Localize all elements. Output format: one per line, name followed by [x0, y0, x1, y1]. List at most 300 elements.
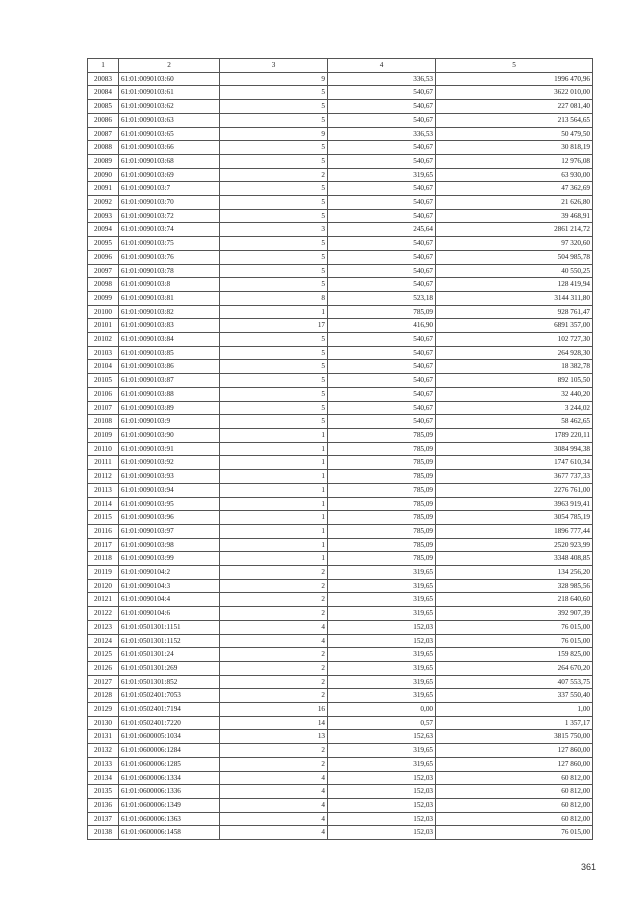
table-cell: 61:01:0090103:9	[119, 415, 220, 429]
table-cell: 4	[220, 812, 328, 826]
table-row	[88, 511, 593, 525]
table-cell: 5	[220, 264, 328, 278]
table-row	[88, 278, 593, 292]
table-row	[88, 524, 593, 538]
table-cell: 39 468,91	[436, 209, 593, 223]
table-cell: 407 553,75	[436, 675, 593, 689]
table-cell: 1	[220, 552, 328, 566]
table-cell: 61:01:0090103:82	[119, 305, 220, 319]
table-cell: 20091	[88, 182, 119, 196]
table-cell: 20118	[88, 552, 119, 566]
table-cell: 20123	[88, 620, 119, 634]
table-cell: 20128	[88, 689, 119, 703]
table-cell: 5	[220, 141, 328, 155]
table-cell: 16	[220, 703, 328, 717]
table-row	[88, 237, 593, 251]
table-cell: 61:01:0090103:95	[119, 497, 220, 511]
table-row	[88, 154, 593, 168]
table-cell: 416,90	[328, 319, 436, 333]
table-cell: 20102	[88, 333, 119, 347]
table-row	[88, 209, 593, 223]
table-cell: 218 640,60	[436, 593, 593, 607]
table-cell: 20120	[88, 579, 119, 593]
table-cell: 20086	[88, 113, 119, 127]
table-cell: 5	[220, 401, 328, 415]
table-cell: 20134	[88, 771, 119, 785]
table-row	[88, 360, 593, 374]
table-cell: 20087	[88, 127, 119, 141]
table-row	[88, 771, 593, 785]
table-cell: 319,65	[328, 661, 436, 675]
table-row	[88, 428, 593, 442]
table-row	[88, 675, 593, 689]
table-cell: 785,09	[328, 497, 436, 511]
table-cell: 61:01:0090103:65	[119, 127, 220, 141]
column-header: 1	[88, 59, 119, 73]
table-cell: 61:01:0090103:76	[119, 250, 220, 264]
table-cell: 20132	[88, 744, 119, 758]
table-cell: 152,03	[328, 798, 436, 812]
table-cell: 20104	[88, 360, 119, 374]
table-cell: 336,53	[328, 127, 436, 141]
table-cell: 785,09	[328, 511, 436, 525]
table-cell: 319,65	[328, 689, 436, 703]
table-cell: 60 812,00	[436, 798, 593, 812]
table-cell: 540,67	[328, 250, 436, 264]
table-cell: 20089	[88, 154, 119, 168]
table-cell: 319,65	[328, 744, 436, 758]
table-cell: 785,09	[328, 456, 436, 470]
table-cell: 5	[220, 196, 328, 210]
table-cell: 2861 214,72	[436, 223, 593, 237]
table-cell: 1 357,17	[436, 716, 593, 730]
table-cell: 785,09	[328, 524, 436, 538]
table-cell: 1896 777,44	[436, 524, 593, 538]
table-cell: 12 976,08	[436, 154, 593, 168]
table-row	[88, 579, 593, 593]
table-cell: 152,03	[328, 812, 436, 826]
table-cell: 61:01:0090103:62	[119, 100, 220, 114]
table-cell: 4	[220, 798, 328, 812]
table-cell: 2	[220, 744, 328, 758]
table-cell: 1747 610,34	[436, 456, 593, 470]
table-cell: 20101	[88, 319, 119, 333]
table-cell: 2	[220, 593, 328, 607]
table-cell: 20103	[88, 346, 119, 360]
table-cell: 2	[220, 607, 328, 621]
table-cell: 319,65	[328, 648, 436, 662]
table-cell: 13	[220, 730, 328, 744]
table-cell: 540,67	[328, 182, 436, 196]
table-cell: 20131	[88, 730, 119, 744]
table-cell: 61:01:0090103:69	[119, 168, 220, 182]
table-cell: 9	[220, 127, 328, 141]
table-cell: 319,65	[328, 579, 436, 593]
table-row	[88, 812, 593, 826]
table-cell: 61:01:0090103:63	[119, 113, 220, 127]
table-cell: 61:01:0090103:92	[119, 456, 220, 470]
table-cell: 20119	[88, 566, 119, 580]
table-cell: 102 727,30	[436, 333, 593, 347]
table-cell: 20096	[88, 250, 119, 264]
table-cell: 61:01:0090103:90	[119, 428, 220, 442]
table-cell: 61:01:0600006:1363	[119, 812, 220, 826]
table-cell: 20136	[88, 798, 119, 812]
table-row	[88, 333, 593, 347]
table-cell: 152,63	[328, 730, 436, 744]
table-cell: 1	[220, 456, 328, 470]
table-cell: 785,09	[328, 483, 436, 497]
table-cell: 61:01:0600006:1285	[119, 757, 220, 771]
table-cell: 127 860,00	[436, 744, 593, 758]
table-cell: 97 320,60	[436, 237, 593, 251]
table-row	[88, 538, 593, 552]
table-cell: 540,67	[328, 360, 436, 374]
table-cell: 61:01:0090103:84	[119, 333, 220, 347]
table-row	[88, 798, 593, 812]
table-cell: 5	[220, 346, 328, 360]
table-cell: 14	[220, 716, 328, 730]
table-cell: 61:01:0501301:1152	[119, 634, 220, 648]
table-cell: 61:01:0090103:91	[119, 442, 220, 456]
table-cell: 540,67	[328, 237, 436, 251]
table-cell: 61:01:0090103:7	[119, 182, 220, 196]
table-cell: 61:01:0501301:1151	[119, 620, 220, 634]
table-row	[88, 757, 593, 771]
table-row	[88, 141, 593, 155]
column-header: 4	[328, 59, 436, 73]
column-header: 5	[436, 59, 593, 73]
table-row	[88, 442, 593, 456]
table-cell: 4	[220, 620, 328, 634]
table-cell: 1	[220, 470, 328, 484]
table-cell: 3054 785,19	[436, 511, 593, 525]
table-cell: 32 440,20	[436, 387, 593, 401]
table-cell: 785,09	[328, 470, 436, 484]
table-cell: 20107	[88, 401, 119, 415]
table-cell: 20114	[88, 497, 119, 511]
table-row	[88, 401, 593, 415]
table-cell: 61:01:0502401:7220	[119, 716, 220, 730]
table-row	[88, 415, 593, 429]
table-cell: 61:01:0090103:81	[119, 291, 220, 305]
table-cell: 319,65	[328, 566, 436, 580]
table-cell: 328 985,56	[436, 579, 593, 593]
table-cell: 1	[220, 524, 328, 538]
table-cell: 9	[220, 72, 328, 86]
table-cell: 20135	[88, 785, 119, 799]
table-cell: 245,64	[328, 223, 436, 237]
table-cell: 540,67	[328, 374, 436, 388]
table-row	[88, 716, 593, 730]
table-cell: 60 812,00	[436, 812, 593, 826]
table-cell: 20113	[88, 483, 119, 497]
table-cell: 319,65	[328, 168, 436, 182]
table-cell: 785,09	[328, 305, 436, 319]
table-cell: 20090	[88, 168, 119, 182]
table-cell: 540,67	[328, 346, 436, 360]
table-cell: 152,03	[328, 785, 436, 799]
table-cell: 63 930,00	[436, 168, 593, 182]
table-cell: 5	[220, 209, 328, 223]
table-cell: 392 907,39	[436, 607, 593, 621]
table-cell: 61:01:0501301:852	[119, 675, 220, 689]
table-cell: 61:01:0502401:7194	[119, 703, 220, 717]
table-cell: 3144 311,80	[436, 291, 593, 305]
table-cell: 540,67	[328, 278, 436, 292]
table-cell: 20092	[88, 196, 119, 210]
column-header: 2	[119, 59, 220, 73]
table-row	[88, 250, 593, 264]
table-row	[88, 483, 593, 497]
table-row	[88, 305, 593, 319]
table-cell: 20117	[88, 538, 119, 552]
table-cell: 20115	[88, 511, 119, 525]
table-cell: 40 550,25	[436, 264, 593, 278]
table-cell: 152,03	[328, 634, 436, 648]
page-number: 361	[580, 862, 596, 872]
table-cell: 20093	[88, 209, 119, 223]
table-cell: 127 860,00	[436, 757, 593, 771]
table-cell: 5	[220, 182, 328, 196]
table-cell: 540,67	[328, 154, 436, 168]
table-cell: 61:01:0090103:85	[119, 346, 220, 360]
table-row	[88, 223, 593, 237]
table-cell: 76 015,00	[436, 826, 593, 840]
table-cell: 3 244,02	[436, 401, 593, 415]
table-cell: 540,67	[328, 415, 436, 429]
table-cell: 128 419,94	[436, 278, 593, 292]
table-cell: 18 382,78	[436, 360, 593, 374]
table-cell: 540,67	[328, 196, 436, 210]
table-row	[88, 264, 593, 278]
table-cell: 152,03	[328, 620, 436, 634]
table-cell: 20105	[88, 374, 119, 388]
table-cell: 61:01:0090104:2	[119, 566, 220, 580]
table-cell: 0,00	[328, 703, 436, 717]
table-row	[88, 470, 593, 484]
table-row	[88, 703, 593, 717]
table-cell: 5	[220, 387, 328, 401]
table-cell: 61:01:0090103:60	[119, 72, 220, 86]
table-cell: 5	[220, 278, 328, 292]
table-cell: 227 081,40	[436, 100, 593, 114]
table-row	[88, 168, 593, 182]
table-cell: 47 362,69	[436, 182, 593, 196]
table-cell: 2	[220, 661, 328, 675]
table-cell: 20111	[88, 456, 119, 470]
table-cell: 61:01:0090103:61	[119, 86, 220, 100]
table-cell: 1	[220, 305, 328, 319]
table-row	[88, 744, 593, 758]
table-cell: 5	[220, 113, 328, 127]
table-cell: 76 015,00	[436, 620, 593, 634]
table-cell: 540,67	[328, 333, 436, 347]
table-cell: 20125	[88, 648, 119, 662]
table-cell: 336,53	[328, 72, 436, 86]
table-row	[88, 196, 593, 210]
table-cell: 134 256,20	[436, 566, 593, 580]
table-cell: 20085	[88, 100, 119, 114]
table-cell: 5	[220, 237, 328, 251]
table-cell: 319,65	[328, 757, 436, 771]
table-cell: 2	[220, 757, 328, 771]
table-cell: 20110	[88, 442, 119, 456]
table-cell: 540,67	[328, 86, 436, 100]
table-cell: 2	[220, 648, 328, 662]
table-cell: 892 105,50	[436, 374, 593, 388]
table-cell: 3622 010,00	[436, 86, 593, 100]
table-cell: 61:01:0502401:7053	[119, 689, 220, 703]
table-cell: 20138	[88, 826, 119, 840]
table-cell: 61:01:0090104:3	[119, 579, 220, 593]
table-cell: 3815 750,00	[436, 730, 593, 744]
table-cell: 21 626,80	[436, 196, 593, 210]
table-row	[88, 730, 593, 744]
table-cell: 61:01:0090103:68	[119, 154, 220, 168]
table-cell: 1	[220, 483, 328, 497]
table-row	[88, 661, 593, 675]
table-cell: 3963 919,41	[436, 497, 593, 511]
table-cell: 20122	[88, 607, 119, 621]
table-cell: 20137	[88, 812, 119, 826]
table-cell: 61:01:0600006:1349	[119, 798, 220, 812]
table-cell: 20099	[88, 291, 119, 305]
table-cell: 5	[220, 415, 328, 429]
table-cell: 20106	[88, 387, 119, 401]
table-cell: 540,67	[328, 264, 436, 278]
table-cell: 6891 357,00	[436, 319, 593, 333]
table-cell: 4	[220, 634, 328, 648]
table-cell: 1,00	[436, 703, 593, 717]
table-cell: 3348 408,85	[436, 552, 593, 566]
table-cell: 58 462,65	[436, 415, 593, 429]
table-cell: 2	[220, 168, 328, 182]
table-cell: 61:01:0090103:72	[119, 209, 220, 223]
table-cell: 5	[220, 374, 328, 388]
table-cell: 20116	[88, 524, 119, 538]
table-cell: 61:01:0090103:89	[119, 401, 220, 415]
table-cell: 20100	[88, 305, 119, 319]
table-cell: 785,09	[328, 442, 436, 456]
table-cell: 60 812,00	[436, 771, 593, 785]
table-body	[88, 72, 593, 839]
table-cell: 30 818,19	[436, 141, 593, 155]
table-cell: 523,18	[328, 291, 436, 305]
table-row	[88, 291, 593, 305]
table-row	[88, 497, 593, 511]
table-cell: 5	[220, 360, 328, 374]
table-cell: 264 670,20	[436, 661, 593, 675]
table-row	[88, 86, 593, 100]
table-cell: 61:01:0600006:1336	[119, 785, 220, 799]
table-row	[88, 593, 593, 607]
table-cell: 61:01:0090103:96	[119, 511, 220, 525]
table-cell: 61:01:0501301:24	[119, 648, 220, 662]
table-cell: 1	[220, 428, 328, 442]
table-cell: 5	[220, 154, 328, 168]
table-cell: 61:01:0090103:66	[119, 141, 220, 155]
table-cell: 20098	[88, 278, 119, 292]
table-cell: 2	[220, 675, 328, 689]
table-cell: 319,65	[328, 607, 436, 621]
table-cell: 540,67	[328, 401, 436, 415]
table-cell: 17	[220, 319, 328, 333]
table-cell: 504 985,78	[436, 250, 593, 264]
table-cell: 2	[220, 579, 328, 593]
table-row	[88, 689, 593, 703]
table-cell: 2276 761,00	[436, 483, 593, 497]
table-cell: 61:01:0501301:269	[119, 661, 220, 675]
table-row	[88, 100, 593, 114]
table-cell: 319,65	[328, 675, 436, 689]
table-cell: 50 479,50	[436, 127, 593, 141]
table-cell: 3	[220, 223, 328, 237]
table-cell: 213 564,65	[436, 113, 593, 127]
table-cell: 785,09	[328, 552, 436, 566]
table-cell: 20097	[88, 264, 119, 278]
table-cell: 3677 737,33	[436, 470, 593, 484]
table-cell: 928 761,47	[436, 305, 593, 319]
table-row	[88, 387, 593, 401]
table-cell: 1789 220,11	[436, 428, 593, 442]
table-cell: 337 550,40	[436, 689, 593, 703]
table-row	[88, 785, 593, 799]
table-cell: 61:01:0090103:93	[119, 470, 220, 484]
table-cell: 785,09	[328, 538, 436, 552]
table-header-row	[88, 59, 593, 73]
table-cell: 61:01:0090103:70	[119, 196, 220, 210]
table-cell: 61:01:0090103:8	[119, 278, 220, 292]
table-cell: 0,57	[328, 716, 436, 730]
table-cell: 319,65	[328, 593, 436, 607]
table-cell: 540,67	[328, 100, 436, 114]
table-cell: 8	[220, 291, 328, 305]
table-row	[88, 374, 593, 388]
table-row	[88, 346, 593, 360]
table-cell: 5	[220, 333, 328, 347]
table-row	[88, 456, 593, 470]
table-row	[88, 127, 593, 141]
table-cell: 61:01:0090103:97	[119, 524, 220, 538]
table-row	[88, 319, 593, 333]
table-row	[88, 648, 593, 662]
table-cell: 61:01:0090104:4	[119, 593, 220, 607]
table-cell: 4	[220, 785, 328, 799]
table-row	[88, 72, 593, 86]
table-cell: 1	[220, 497, 328, 511]
table-cell: 785,09	[328, 428, 436, 442]
table-cell: 264 928,30	[436, 346, 593, 360]
table-cell: 540,67	[328, 209, 436, 223]
table-cell: 61:01:0090103:74	[119, 223, 220, 237]
table-cell: 60 812,00	[436, 785, 593, 799]
table-cell: 61:01:0090103:78	[119, 264, 220, 278]
table-cell: 61:01:0090103:98	[119, 538, 220, 552]
table-row	[88, 634, 593, 648]
table-cell: 20129	[88, 703, 119, 717]
table-row	[88, 113, 593, 127]
table-cell: 2	[220, 689, 328, 703]
table-row	[88, 620, 593, 634]
table-cell: 20121	[88, 593, 119, 607]
table-cell: 20112	[88, 470, 119, 484]
table-cell: 2	[220, 566, 328, 580]
table-cell: 159 825,00	[436, 648, 593, 662]
table-cell: 152,03	[328, 771, 436, 785]
table-cell: 20088	[88, 141, 119, 155]
table-cell: 4	[220, 826, 328, 840]
